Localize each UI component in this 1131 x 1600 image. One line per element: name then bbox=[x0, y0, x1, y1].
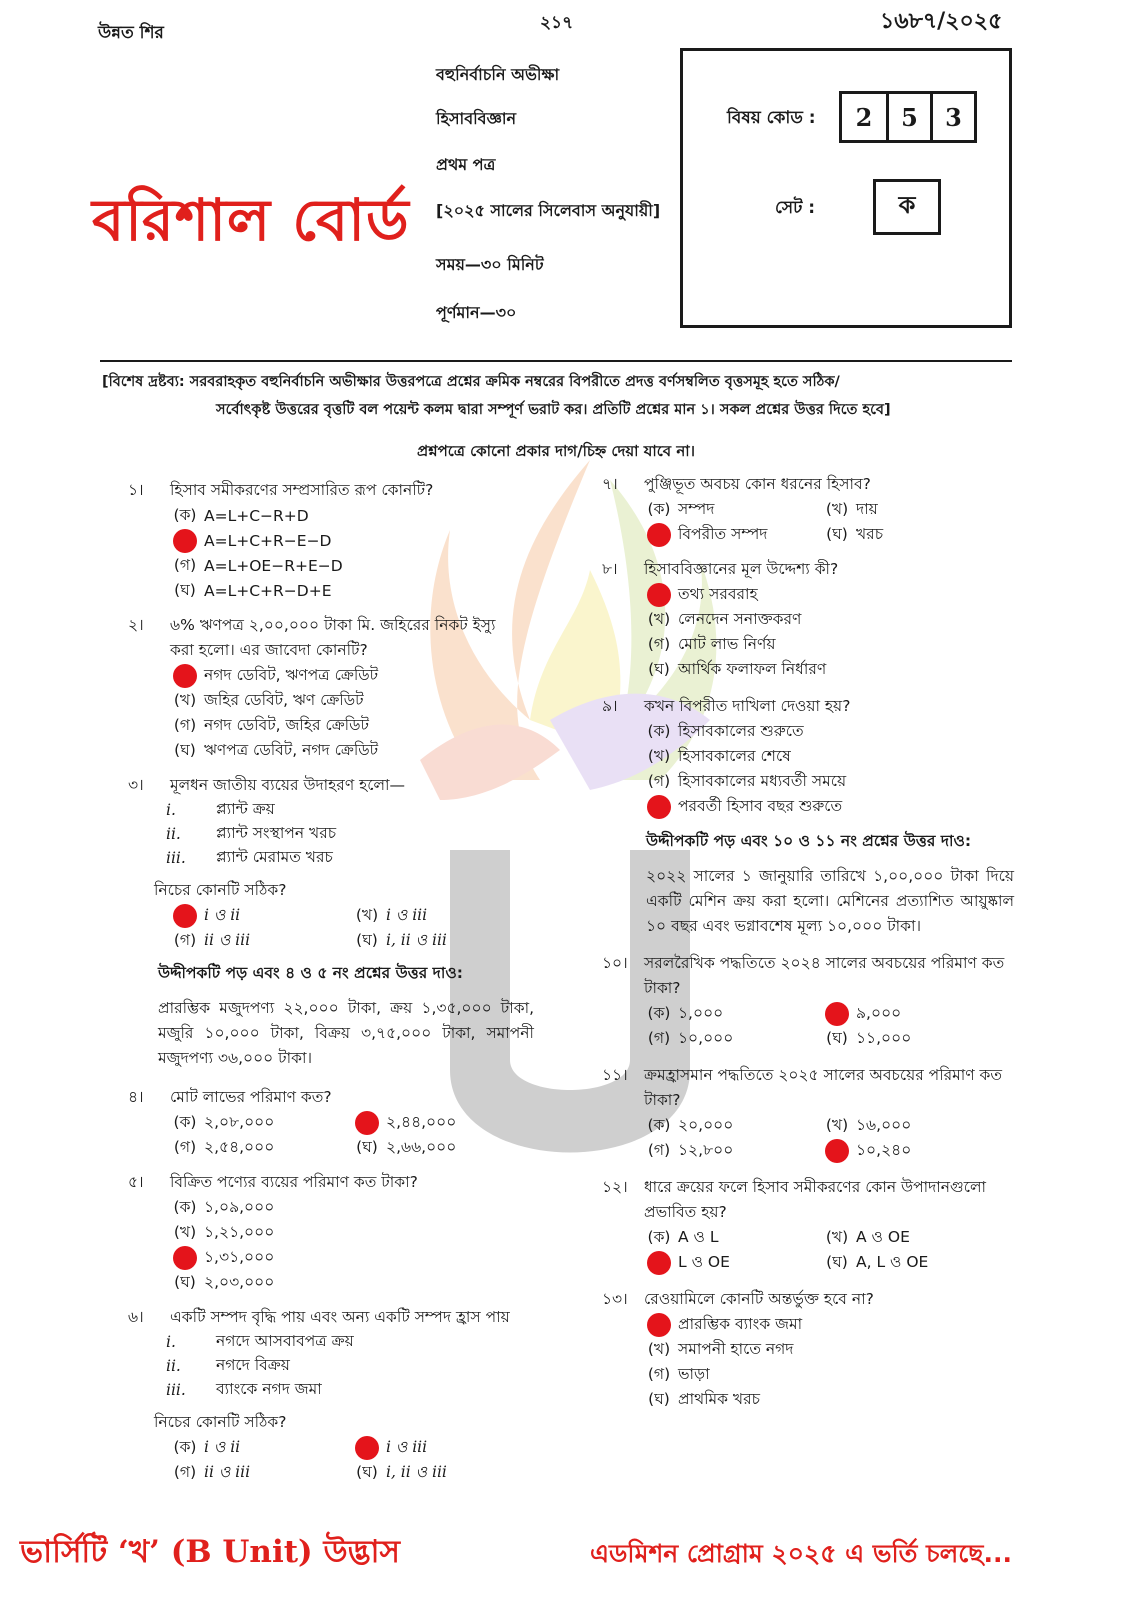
option-b[interactable]: ৯,০০০ bbox=[818, 1001, 978, 1026]
option-c[interactable]: (গ) ii ও iii bbox=[173, 930, 251, 949]
statement-ii: ii. নগদে বিক্রয় bbox=[166, 1356, 290, 1375]
question-12 bbox=[602, 1175, 1020, 1225]
option-b[interactable]: A=L+C+R−E−D bbox=[166, 528, 558, 553]
question-7 bbox=[602, 472, 1020, 497]
question-number: ৯। bbox=[602, 697, 618, 715]
question-11 bbox=[602, 1063, 1020, 1113]
option-d[interactable]: ১০,২৪০ bbox=[818, 1138, 978, 1163]
set-value: ক bbox=[873, 179, 941, 235]
option-a[interactable]: (ক) হিসাবকালের শুরুতে bbox=[647, 721, 804, 740]
answer-mark-icon bbox=[825, 1002, 849, 1026]
question-text: ধারে ক্রয়ের ফলে হিসাব সমীকরণের কোন উপাদানগুলো প্রভাবিত হয়? bbox=[644, 1178, 987, 1221]
statement-i: i. নগদে আসবাবপত্র ক্রয় bbox=[166, 1332, 354, 1351]
question-number: ১০। bbox=[602, 954, 628, 972]
option-b[interactable]: (খ) দায় bbox=[825, 499, 878, 518]
options-grid bbox=[166, 1435, 558, 1485]
option-d[interactable]: (ঘ) ১১,০০০ bbox=[826, 1028, 912, 1047]
question-number: ১২। bbox=[602, 1178, 628, 1196]
answer-mark-icon bbox=[647, 795, 671, 819]
answer-mark-icon bbox=[647, 1313, 671, 1337]
question-text: মূলধন জাতীয় ব্যয়ের উদাহরণ হলো— bbox=[170, 776, 406, 794]
no-mark-warning: প্রশ্নপত্রে কোনো প্রকার দাগ/চিহ্ন দেয়া যাবে না। bbox=[416, 442, 696, 460]
full-marks: পূর্ণমান—৩০ bbox=[436, 303, 517, 322]
question-text: ৬% ঋণপত্র ২,০০,০০০ টাকা মি. জহিরের নিকট ইস্যু করা হলো। এর জাবেদা কোনটি? bbox=[170, 616, 496, 659]
syllabus-note: [২০২৫ সালের সিলেবাস অনুযায়ী] bbox=[436, 201, 661, 220]
options-grid bbox=[640, 1113, 1020, 1163]
subject-code-box bbox=[680, 48, 1012, 328]
option-c[interactable]: (গ) A=L+OE−R+E−D bbox=[173, 555, 343, 575]
subject-code-label: বিষয় কোড : bbox=[727, 108, 816, 128]
option-d[interactable]: (ঘ) ঋণপত্র ডেবিট, নগদ ক্রেডিট bbox=[174, 740, 379, 759]
question-number: ৭। bbox=[602, 475, 618, 493]
question-text: রেওয়ামিলে কোনটি অন্তর্ভুক্ত হবে না? bbox=[644, 1290, 874, 1308]
option-a[interactable]: (ক) ১,০৯,০০০ bbox=[173, 1197, 275, 1216]
answer-mark-icon bbox=[173, 1246, 197, 1270]
stimulus-text-4-5: প্রারম্ভিক মজুদপণ্য ২২,০০০ টাকা, ক্রয় ১,৩৫,০০০ টাকা, মজুরি ১০,০০০ টাকা, বিক্রয় ৩,৭৫,০০০ টাকা, সমাপনী মজুদপণ্য ৩৬,০০০ টাকা। bbox=[158, 999, 534, 1067]
question-number: ৫। bbox=[128, 1173, 144, 1191]
question-9 bbox=[602, 694, 1020, 719]
option-c[interactable]: L ও OE bbox=[640, 1250, 818, 1275]
option-a[interactable]: (ক) ১,০০০ bbox=[647, 1003, 724, 1022]
special-note-line-2: সর্বোৎকৃষ্ট উত্তরের বৃত্তটি বল পয়েন্ট কলম দ্বারা সম্পূর্ণ ভরাট কর। প্রতিটি প্রশ্নের মান ১। সকল প্রশ্নের উত্তর দিতে হবে] bbox=[216, 402, 891, 418]
question-code-ref: ১৬৮৭/২০২৫ bbox=[880, 9, 1003, 34]
exam-type: বহুনির্বাচনি অভীক্ষা bbox=[436, 65, 560, 84]
question-10 bbox=[602, 951, 1020, 1001]
option-d[interactable]: (ঘ) ২,৬৬,০০০ bbox=[356, 1137, 457, 1156]
question-number: ১১। bbox=[602, 1066, 628, 1084]
question-number: ৬। bbox=[128, 1308, 144, 1326]
question-text: মোট লাভের পরিমাণ কত? bbox=[170, 1088, 332, 1106]
subject-name: হিসাববিজ্ঞান bbox=[436, 109, 517, 128]
question-13 bbox=[602, 1287, 1020, 1312]
option-a[interactable]: (ক) ২০,০০০ bbox=[647, 1115, 734, 1134]
option-c[interactable]: বিপরীত সম্পদ bbox=[640, 522, 818, 547]
question-4 bbox=[128, 1085, 558, 1110]
options-grid bbox=[640, 497, 1020, 547]
option-b[interactable]: (খ) i ও iii bbox=[355, 905, 428, 924]
question-text: সরলরৈখিক পদ্ধতিতে ২০২৪ সালের অবচয়ের পরিমাণ কত টাকা? bbox=[644, 954, 1005, 997]
option-b[interactable]: i ও iii bbox=[348, 1435, 538, 1460]
footer-brand: ভার্সিটি ‘খ’ (B Unit) উদ্ভাস bbox=[20, 1534, 400, 1570]
stimulus-title-4-5: উদ্দীপকটি পড় এবং ৪ ও ৫ নং প্রশ্নের উত্তর দাও: bbox=[158, 964, 463, 982]
right-question-column bbox=[602, 472, 1020, 1412]
option-d[interactable]: (ঘ) খরচ bbox=[826, 524, 884, 543]
set-label: সেট : bbox=[775, 198, 816, 218]
answer-mark-icon bbox=[647, 583, 671, 607]
which-correct-prompt: নিচের কোনটি সঠিক? bbox=[154, 1413, 287, 1431]
question-text: হিসাব সমীকরণের সম্প্রসারিত রূপ কোনটি? bbox=[170, 481, 434, 499]
statement-ii: ii. প্ল্যান্ট সংস্থাপন খরচ bbox=[166, 824, 337, 843]
question-number: ৮। bbox=[602, 560, 618, 578]
option-b[interactable]: (খ) জহির ডেবিট, ঋণ ক্রেডিট bbox=[173, 690, 364, 709]
option-d[interactable]: (ঘ) A=L+C+R−D+E bbox=[174, 580, 332, 600]
option-c[interactable]: (গ) ২,৫৪,০০০ bbox=[173, 1137, 275, 1156]
subject-code-digits bbox=[839, 91, 977, 143]
left-question-column bbox=[128, 478, 558, 1485]
question-3 bbox=[128, 773, 558, 798]
board-title: বরিশাল বোর্ড bbox=[92, 186, 410, 254]
answer-mark-icon bbox=[355, 1436, 379, 1460]
option-a[interactable]: i ও ii bbox=[166, 903, 348, 928]
question-text: ক্রমহ্রাসমান পদ্ধতিতে ২০২৫ সালের অবচয়ের পরিমাণ কত টাকা? bbox=[644, 1066, 1003, 1109]
option-a[interactable]: (ক) সম্পদ bbox=[647, 499, 715, 518]
option-a[interactable]: প্রারম্ভিক ব্যাংক জমা bbox=[640, 1312, 1020, 1337]
option-d[interactable]: (ঘ) আর্থিক ফলাফল নির্ধারণ bbox=[648, 659, 827, 678]
question-6 bbox=[128, 1305, 558, 1330]
top-left-tagline: উন্নত শির bbox=[98, 23, 164, 43]
page-number: ২১৭ bbox=[540, 13, 574, 33]
option-c[interactable]: (গ) নগদ ডেবিট, জহির ক্রেডিট bbox=[173, 715, 369, 734]
options-grid bbox=[166, 903, 558, 953]
question-number: ৩। bbox=[128, 776, 144, 794]
paper-name: প্রথম পত্র bbox=[436, 155, 496, 174]
answer-mark-icon bbox=[647, 523, 671, 547]
option-c[interactable]: (গ) ১০,০০০ bbox=[647, 1028, 734, 1047]
footer-admission-promo: এডমিশন প্রোগ্রাম ২০২৫ এ ভর্তি চলছে... bbox=[590, 1539, 1012, 1568]
option-c[interactable]: ১,৩১,০০০ bbox=[166, 1245, 558, 1270]
option-b[interactable]: (খ) লেনদেন সনাক্তকরণ bbox=[647, 609, 802, 628]
option-a[interactable]: (ক) ২,০৮,০০০ bbox=[173, 1112, 275, 1131]
option-c[interactable]: (গ) ১২,৮০০ bbox=[647, 1140, 734, 1159]
which-correct-prompt: নিচের কোনটি সঠিক? bbox=[154, 881, 287, 899]
option-c[interactable]: (গ) ii ও iii bbox=[173, 1462, 251, 1481]
option-b[interactable]: (খ) সমাপনী হাতে নগদ bbox=[647, 1339, 794, 1358]
options-grid bbox=[640, 1225, 1020, 1275]
options-grid bbox=[166, 1110, 558, 1160]
statement-iii: iii. প্ল্যান্ট মেরামত খরচ bbox=[166, 848, 333, 867]
subject-code-digit: 2 bbox=[855, 102, 873, 132]
option-a[interactable]: (ক) A ও L bbox=[647, 1227, 719, 1246]
question-number: ১। bbox=[128, 481, 144, 499]
statement-iii: iii. ব্যাংকে নগদ জমা bbox=[166, 1380, 322, 1399]
question-text: হিসাববিজ্ঞানের মূল উদ্দেশ্য কী? bbox=[644, 560, 839, 578]
answer-mark-icon bbox=[173, 529, 197, 553]
question-5 bbox=[128, 1170, 558, 1195]
option-b[interactable]: ২,৪৪,০০০ bbox=[348, 1110, 538, 1135]
question-number: ৪। bbox=[128, 1088, 144, 1106]
question-8 bbox=[602, 557, 1020, 582]
answer-mark-icon bbox=[647, 1251, 671, 1275]
option-c[interactable]: (গ) হিসাবকালের মধ্যবর্তী সময়ে bbox=[647, 771, 847, 790]
statement-i: i. প্ল্যান্ট ক্রয় bbox=[166, 800, 275, 819]
question-number: ২। bbox=[128, 616, 144, 634]
option-b[interactable]: (খ) A ও OE bbox=[825, 1227, 910, 1246]
question-1 bbox=[128, 478, 558, 503]
option-d[interactable]: (ঘ) A, L ও OE bbox=[826, 1252, 929, 1271]
question-number: ১৩। bbox=[602, 1290, 628, 1308]
question-2 bbox=[128, 613, 558, 663]
subject-code-digit: 5 bbox=[886, 94, 930, 140]
option-a[interactable]: (ক) i ও ii bbox=[173, 1437, 241, 1456]
question-text: একটি সম্পদ বৃদ্ধি পায় এবং অন্য একটি সম্পদ হ্রাস পায় bbox=[170, 1308, 510, 1326]
answer-mark-icon bbox=[173, 664, 197, 688]
answer-mark-icon bbox=[825, 1139, 849, 1163]
option-a[interactable]: তথ্য সরবরাহ bbox=[640, 582, 1020, 607]
divider bbox=[100, 360, 1012, 362]
special-note-line-1: [বিশেষ দ্রষ্টব্য: সরবরাহকৃত বহুনির্বাচনি অভীক্ষার উত্তরপত্রে প্রশ্নের ক্রমিক নম্বরের বিপরীতে প্রদত্ত বর্ণসম্বলিত বৃত্তসমূহ হতে সঠিক/ bbox=[102, 374, 840, 390]
option-d[interactable]: (ঘ) ২,০৩,০০০ bbox=[174, 1272, 275, 1291]
question-text: কখন বিপরীত দাখিলা দেওয়া হয়? bbox=[644, 697, 851, 715]
question-text: পুঞ্জিভূত অবচয় কোন ধরনের হিসাব? bbox=[644, 475, 871, 493]
stimulus-title-10-11: উদ্দীপকটি পড় এবং ১০ ও ১১ নং প্রশ্নের উত্তর দাও: bbox=[646, 832, 972, 850]
option-b[interactable]: (খ) হিসাবকালের শেষে bbox=[647, 746, 791, 765]
option-c[interactable]: (গ) মোট লাভ নির্ণয় bbox=[647, 634, 776, 653]
option-d[interactable]: পরবর্তী হিসাব বছর শুরুতে bbox=[640, 794, 1020, 819]
option-a[interactable]: নগদ ডেবিট, ঋণপত্র ক্রেডিট bbox=[166, 663, 558, 688]
option-c[interactable]: (গ) ভাড়া bbox=[647, 1364, 710, 1383]
option-d[interactable]: (ঘ) i, ii ও iii bbox=[356, 1462, 447, 1481]
time-limit: সময়—৩০ মিনিট bbox=[436, 255, 544, 274]
question-text: বিক্রিত পণ্যের ব্যয়ের পরিমাণ কত টাকা? bbox=[170, 1173, 418, 1191]
subject-code-digit: 3 bbox=[930, 94, 974, 140]
options-grid bbox=[640, 1001, 1020, 1051]
option-d[interactable]: (ঘ) i, ii ও iii bbox=[356, 930, 447, 949]
answer-mark-icon bbox=[355, 1111, 379, 1135]
option-b[interactable]: (খ) ১,২১,০০০ bbox=[173, 1222, 275, 1241]
option-b[interactable]: (খ) ১৬,০০০ bbox=[825, 1115, 912, 1134]
option-a[interactable]: (ক) A=L+C−R+D bbox=[173, 505, 309, 525]
answer-mark-icon bbox=[173, 904, 197, 928]
stimulus-text-10-11: ২০২২ সালের ১ জানুয়ারি তারিখে ১,০০,০০০ টাকা দিয়ে একটি মেশিন ক্রয় করা হলো। মেশিনের প্রত্যাশিত আয়ুষ্কাল ১০ বছর এবং ভগ্নাবশেষ মূল্য ১০,০০০ টাকা। bbox=[646, 867, 1014, 935]
option-d[interactable]: (ঘ) প্রাথমিক খরচ bbox=[648, 1389, 760, 1408]
